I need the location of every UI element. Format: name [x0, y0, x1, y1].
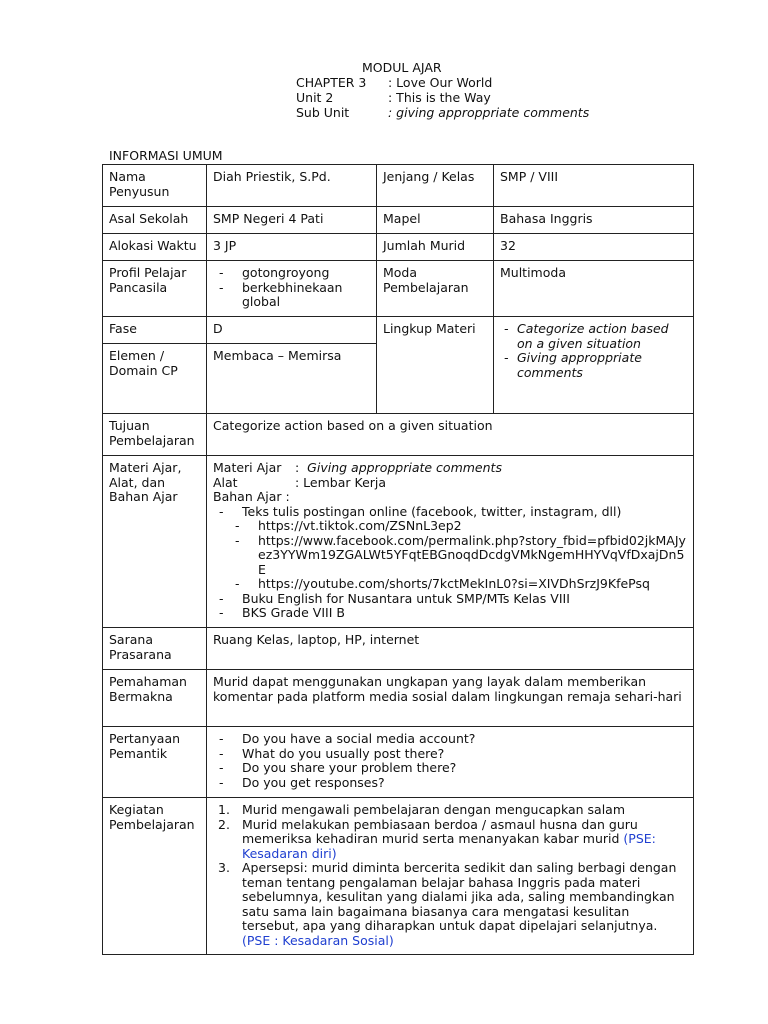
list-item: - Do you have a social media account?	[213, 732, 687, 747]
info-table	[102, 164, 694, 955]
label-pemahaman: Pemahaman Bermakna	[103, 670, 207, 727]
value-elemen: Membaca – Memirsa	[207, 344, 377, 414]
link-item[interactable]: - https://vt.tiktok.com/ZSNnL3ep2	[213, 519, 687, 534]
label-murid: Jumlah Murid	[377, 234, 494, 261]
label-elemen: Elemen / Domain CP	[103, 344, 207, 414]
label-mapel: Mapel	[377, 207, 494, 234]
value-sekolah: SMP Negeri 4 Pati	[207, 207, 377, 234]
profil-list	[213, 266, 370, 310]
value-alokasi: 3 JP	[207, 234, 377, 261]
list-item: - Do you share your problem there?	[213, 761, 687, 776]
value-murid: 32	[494, 234, 694, 261]
list-item: 3. Apersepsi: murid diminta bercerita sedikit dan saling berbagi dengan teman tentang pengalaman belajar bahasa Inggris pada materi sebelumnya, kesulitan yang dialami jika ada, saling membandingkan satu sama lain bagaimana biasanya cara mengatasi kesulitan tersebut, apa yang diharapkan untuk dapat dipelajari selanjutnya. (PSE : Kesadaran Sosial)	[218, 860, 677, 948]
list-item: - Do you get responses?	[213, 776, 687, 791]
kegiatan-list	[213, 803, 687, 948]
value-materi	[207, 456, 694, 628]
table-row	[103, 317, 694, 344]
value-moda: Multimoda	[494, 261, 694, 317]
header-row-unit: Unit 2 : This is the Way	[296, 90, 491, 105]
bahan-list	[213, 505, 687, 520]
value-mapel: Bahasa Inggris	[494, 207, 694, 234]
label-sarana: Sarana Prasarana	[103, 628, 207, 670]
value-lingkup	[494, 317, 694, 414]
value-pemahaman: Murid dapat menggunakan ungkapan yang layak dalam memberikan komentar pada platform media sosial dalam lingkungan remaja sehari-hari	[207, 670, 694, 727]
value-nama: Diah Priestik, S.Pd.	[207, 165, 377, 207]
value-tujuan: Categorize action based on a given situation	[207, 414, 694, 456]
bahan-ajar-line: Bahan Ajar :	[213, 489, 290, 504]
table-row	[103, 798, 694, 955]
bahan-list-2	[213, 592, 687, 621]
table-row	[103, 165, 694, 207]
label-pertanyaan: Pertanyaan Pemantik	[103, 727, 207, 798]
label-kegiatan: Kegiatan Pembelajaran	[103, 798, 207, 955]
list-item: 1. Murid mengawali pembelajaran dengan mengucapkan salam	[218, 802, 626, 817]
table-row	[103, 234, 694, 261]
link-item[interactable]: - https://www.facebook.com/permalink.php?story_fbid=pfbid02jkMAJyez3YYWm19ZGALWt5YFqtEBGnoqdDcdgVMkNgemHHYVqVfDxajDn5E	[213, 534, 687, 578]
label-nama: Nama Penyusun	[103, 165, 207, 207]
list-item: - Buku English for Nusantara untuk SMP/MTs Kelas VIII	[213, 592, 687, 607]
label-sekolah: Asal Sekolah	[103, 207, 207, 234]
label-tujuan: Tujuan Pembelajaran	[103, 414, 207, 456]
pertanyaan-list	[213, 732, 687, 790]
materi-ajar-line: Materi Ajar : Giving approppriate comments	[213, 460, 502, 475]
list-item: 2. Murid melakukan pembiasaan berdoa / asmaul husna dan guru memeriksa kehadiran murid serta menanyakan kabar murid (PSE: Kesadaran diri)	[218, 816, 656, 861]
table-row	[103, 670, 694, 727]
value-kegiatan	[207, 798, 694, 955]
document-title: MODUL AJAR	[362, 60, 442, 75]
pse-tag: (PSE : Kesadaran Sosial)	[242, 932, 394, 948]
table-row	[103, 456, 694, 628]
link-item[interactable]: - https://youtube.com/shorts/7kctMekInL0?si=XIVDhSrzJ9KfePsq	[213, 577, 687, 592]
header-row-subunit: Sub Unit : giving approppriate comments	[296, 105, 590, 120]
value-pertanyaan	[207, 727, 694, 798]
header-row-chapter: CHAPTER 3 : Love Our World	[296, 75, 493, 90]
table-row	[103, 727, 694, 798]
label-lingkup: Lingkup Materi	[377, 317, 494, 414]
table-row	[103, 207, 694, 234]
list-item: - Teks tulis postingan online (facebook, twitter, instagram, dll)	[213, 505, 687, 520]
value-sarana: Ruang Kelas, laptop, HP, internet	[207, 628, 694, 670]
label-jenjang: Jenjang / Kelas	[377, 165, 494, 207]
value-profil	[207, 261, 377, 317]
list-item: - Categorize action based on a given situation	[500, 322, 687, 351]
lingkup-list	[500, 322, 687, 380]
value-jenjang: SMP / VIII	[494, 165, 694, 207]
label-fase: Fase	[103, 317, 207, 344]
document-header	[296, 60, 589, 120]
table-row	[103, 414, 694, 456]
list-item: - What do you usually post there?	[213, 747, 687, 762]
alat-line: Alat : Lembar Kerja	[213, 474, 387, 490]
label-moda: Moda Pembelajaran	[377, 261, 494, 317]
label-alokasi: Alokasi Waktu	[103, 234, 207, 261]
list-item: - BKS Grade VIII B	[213, 606, 687, 621]
label-profil: Profil Pelajar Pancasila	[103, 261, 207, 317]
value-fase: D	[207, 317, 377, 344]
table-row	[103, 261, 694, 317]
table-row	[103, 628, 694, 670]
label-materi: Materi Ajar, Alat, dan Bahan Ajar	[103, 456, 207, 628]
list-item: - gotongroyong	[213, 266, 370, 281]
list-item: - Giving approppriate comments	[500, 351, 687, 380]
list-item: - berkebhinekaan global	[213, 281, 370, 310]
section-title: INFORMASI UMUM	[109, 148, 223, 163]
link-list	[213, 519, 687, 592]
pse-tag: (PSE: Kesadaran diri)	[242, 831, 656, 861]
